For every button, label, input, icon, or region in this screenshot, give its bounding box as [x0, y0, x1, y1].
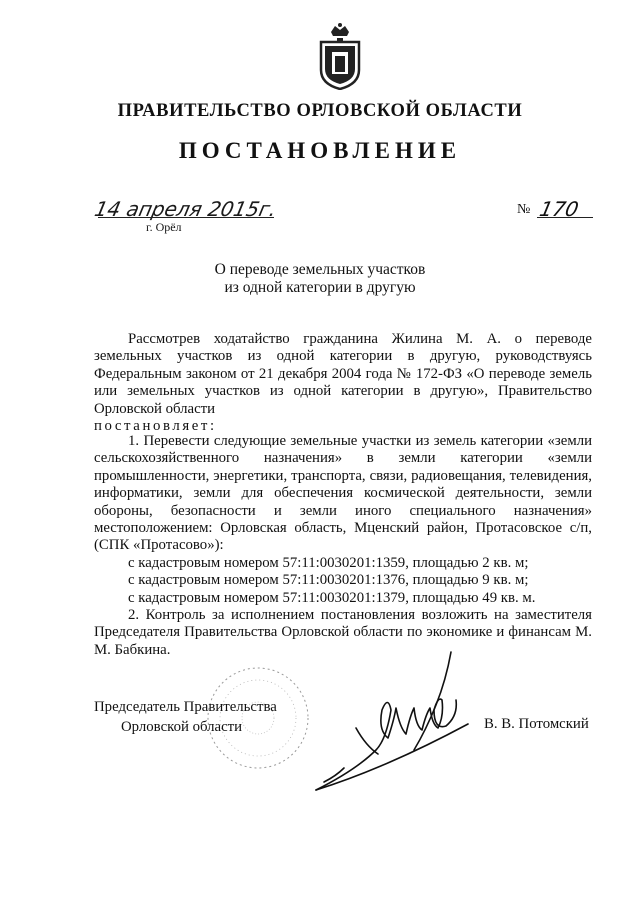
number-underline [537, 217, 593, 218]
signatory-name: В. В. Потомский [484, 716, 589, 732]
city-label: г. Орёл [146, 220, 182, 234]
parcel-1: с кадастровым номером 57:11:0030201:1359, площадью 2 кв. м; [128, 554, 529, 571]
resolution-items [94, 433, 592, 659]
government-title: ПРАВИТЕЛЬСТВО ОРЛОВСКОЙ ОБЛАСТИ [117, 101, 523, 121]
number-label: № [517, 202, 531, 217]
signatory-title [94, 697, 277, 737]
document-type-title: ПОСТАНОВЛЕНИЕ [178, 138, 462, 163]
date-underline [98, 217, 274, 218]
parcel-2: с кадастровым номером 57:11:0030201:1376, площадью 9 кв. м; [128, 572, 529, 589]
document-subject [0, 261, 640, 297]
parcel-3: с кадастровым номером 57:11:0030201:1379, площадью 49 кв. м. [128, 589, 536, 606]
handwritten-number: 170 [537, 197, 581, 221]
preamble-text: Рассмотрев ходатайство гражданина Жилина М. А. о переводе земельных участков из одной категории в другую, руководствуясь Федеральным законом от 21 декабря 2004 года № 172-ФЗ «О переводе земель или земельных участков из одной категории в другую», Правительство Орловской области [94, 331, 592, 417]
item-2-text: 2. Контроль за исполнением постановления возложить на заместителя Председателя Правительства Орловской области по экономике и финансам М. М. Бабкина. [94, 607, 592, 658]
coat-of-arms-icon [317, 22, 363, 90]
subject-line-1: О переводе земельных участков [214, 261, 426, 278]
signatory-title-line-2: Орловской области [121, 719, 243, 735]
resolves-keyword: постановляет: [94, 418, 217, 435]
handwritten-signature-icon [296, 650, 476, 800]
item-1-text: 1. Перевести следующие земельные участки из земель категории «земли сельскохозяйственного назначения» в земли категории «земли промышленности, энергетики, транспорта, связи, радиовещания, телевидения, информатики, земли для обеспечения космической деятельности, земли обороны, безопасности и земли иного специального назначения» местоположением: Орловская область, Мценский район, Протасовское с/п, (СПК «Протасово»): [94, 433, 592, 554]
handwritten-date: 14 апреля 2015г. [92, 197, 279, 221]
subject-line-2: из одной категории в другую [224, 279, 416, 296]
preamble-paragraph [94, 331, 592, 435]
signatory-title-line-1: Председатель Правительства [94, 699, 277, 715]
